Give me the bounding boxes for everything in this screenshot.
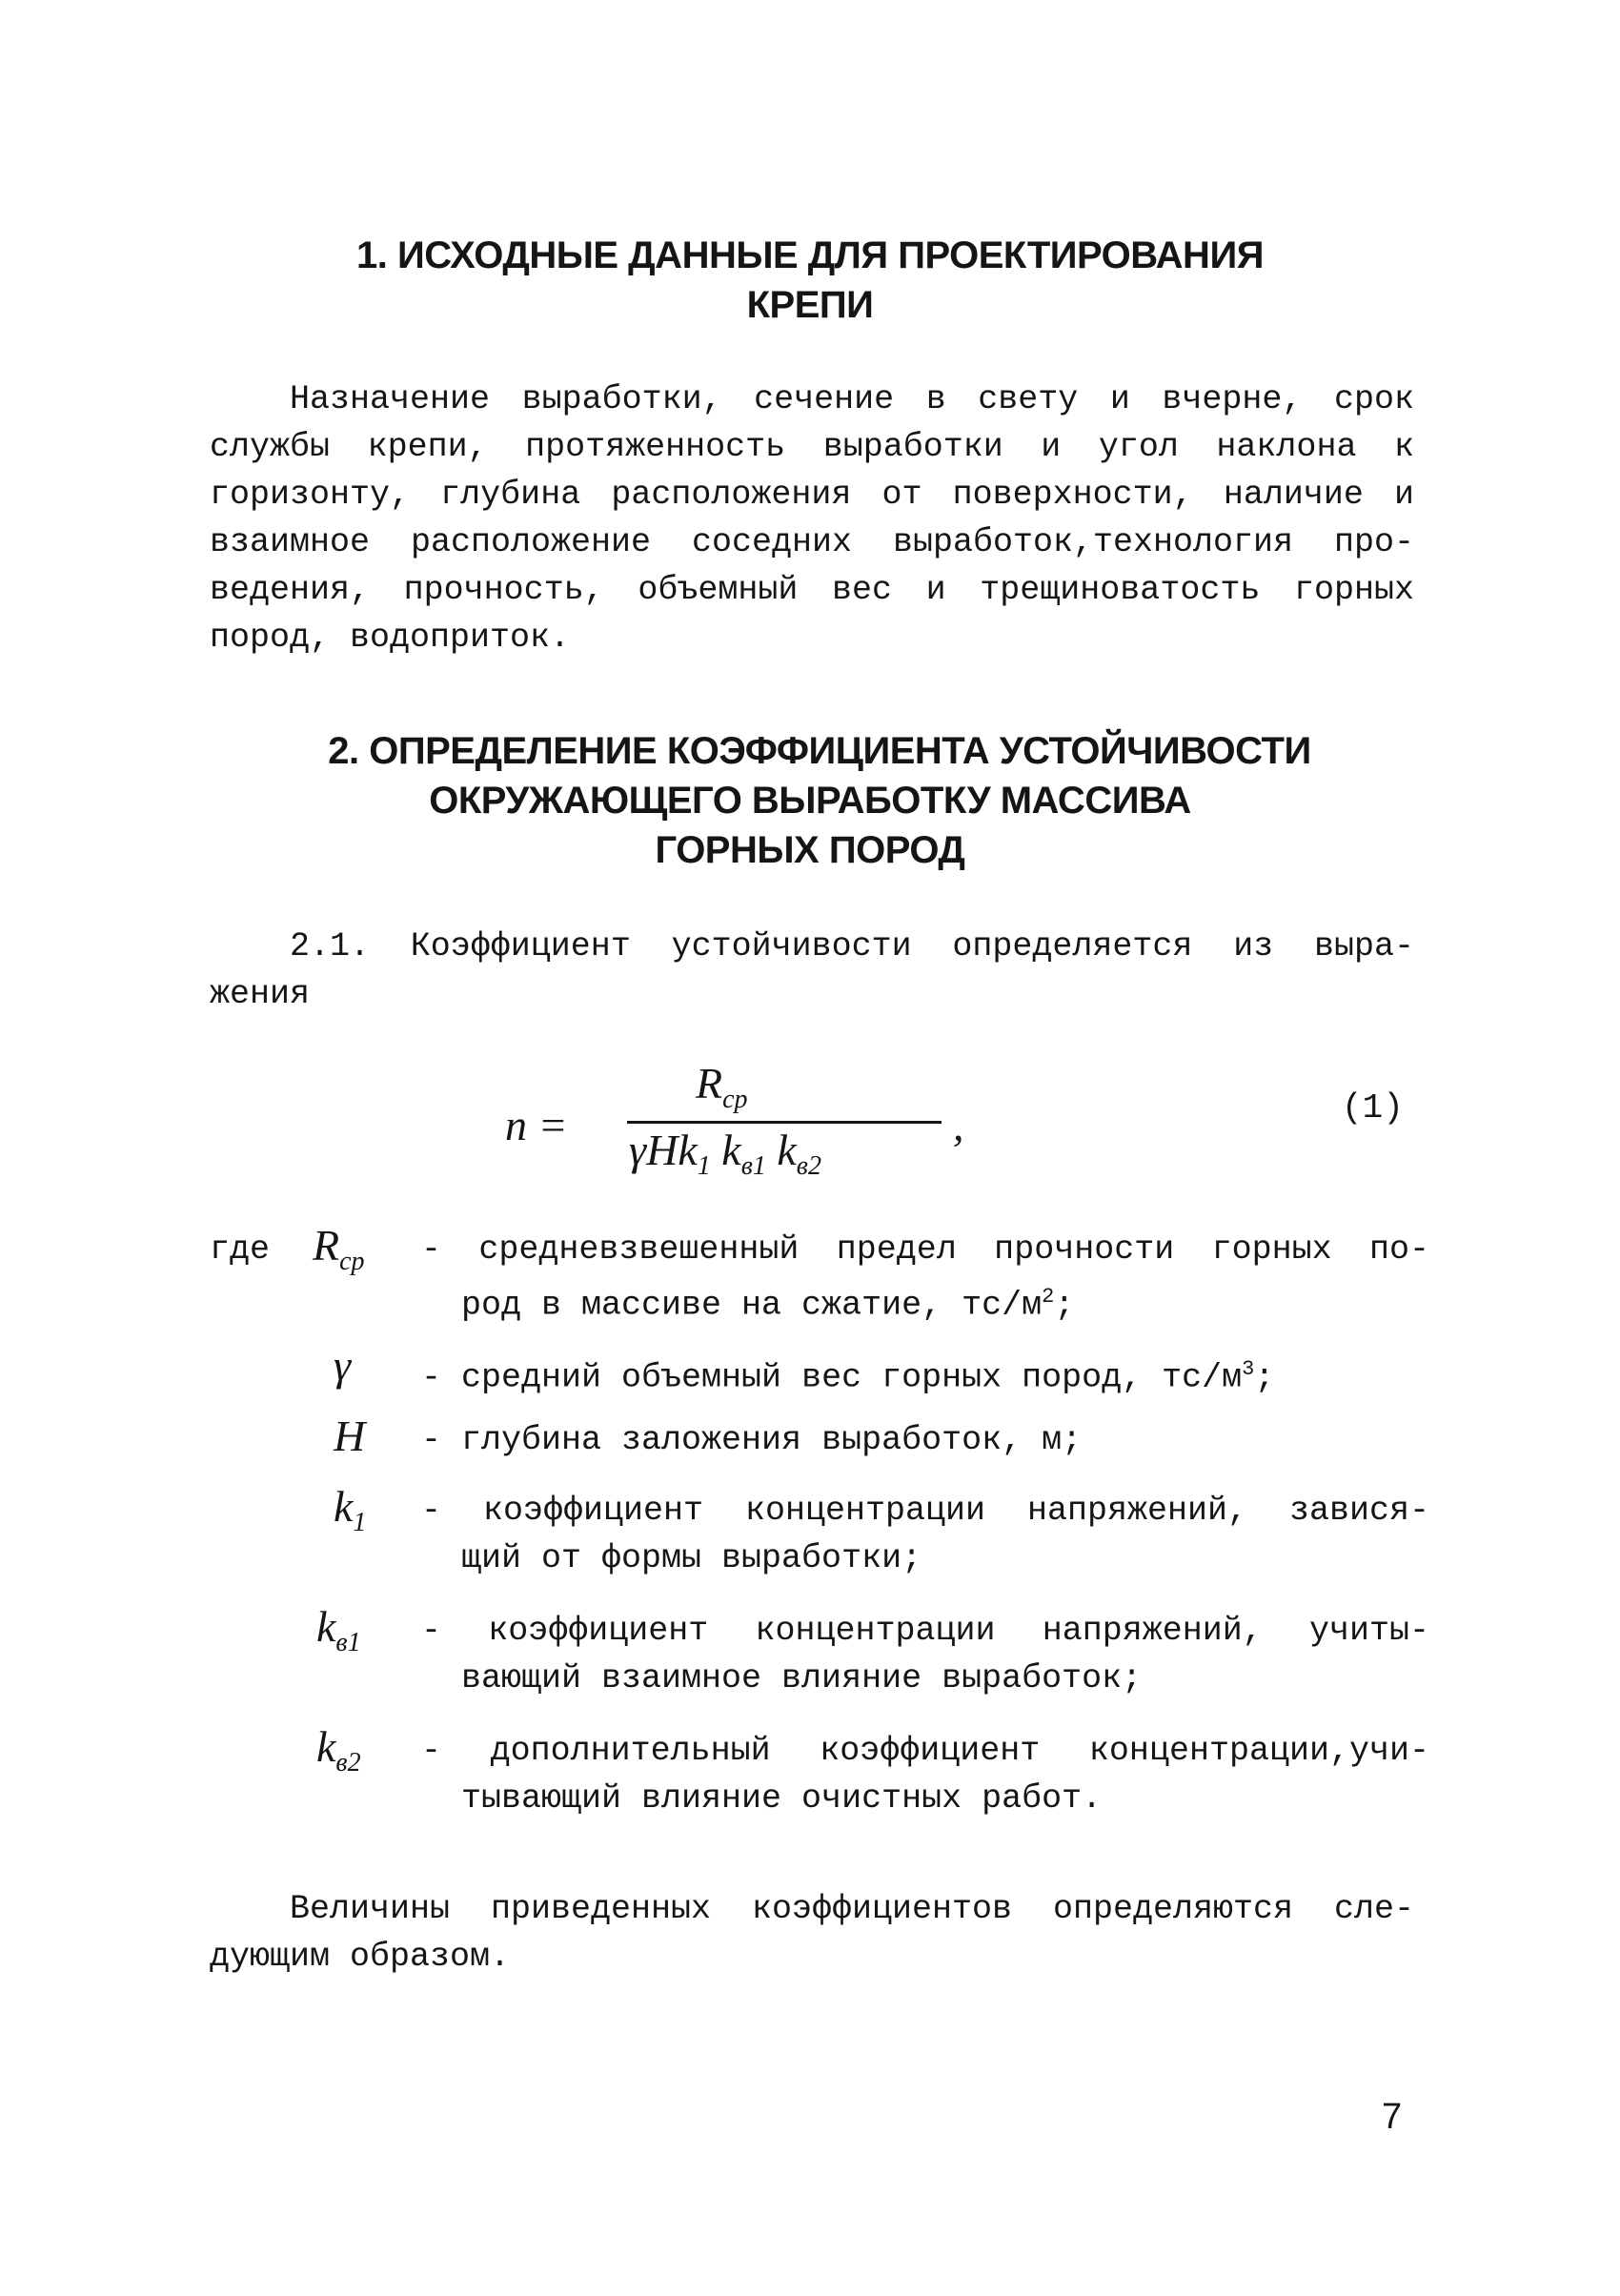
- intro-line: жения: [210, 975, 311, 1013]
- symbol: $R_{ср}$: [313, 1221, 365, 1277]
- paragraph-line: взаимное расположение соседних выработок,технология про-: [210, 523, 1414, 561]
- symbol: H: [334, 1412, 366, 1460]
- symbol: γ: [334, 1341, 352, 1390]
- closing-line: Величины приведенных коэффициентов определяются сле-: [290, 1890, 1414, 1928]
- formula-comma: ,: [953, 1101, 964, 1149]
- section-1-title-line-1: 1. ИСХОДНЫЕ ДАННЫЕ ДЛЯ ПРОЕКТИРОВАНИЯ: [356, 234, 1264, 276]
- section-1-heading: [0, 231, 1620, 330]
- definition-text: - коэффициент концентрации напряжений, завися- щий от формы выработки;: [421, 1492, 1429, 1577]
- section-2-title-line-1: 2. ОПРЕДЕЛЕНИЕ КОЭФФИЦИЕНТА УСТОЙЧИВОСТИ: [328, 730, 1311, 772]
- symbol: $k_{в2}$: [316, 1722, 361, 1778]
- symbol: $k_1$: [334, 1482, 367, 1538]
- definition-text: - дополнительный коэффициент концентрации,учи- тывающий влияние очистных работ.: [421, 1732, 1429, 1818]
- formula-lhs: n =: [505, 1101, 568, 1149]
- definition-text: - коэффициент концентрации напряжений, учиты- вающий взаимное влияние выработок;: [421, 1612, 1429, 1697]
- fraction-bar: [627, 1121, 942, 1124]
- page-number: 7: [1382, 2097, 1403, 2137]
- symbol: $k_{в1}$: [316, 1602, 361, 1658]
- section-2-title-line-3: ГОРНЫХ ПОРОД: [655, 829, 965, 871]
- section-2-title-line-2: ОКРУЖАЮЩЕГО ВЫРАБОТКУ МАССИВА: [429, 780, 1191, 822]
- definition-text: - средний объемный вес горных пород, $тс/м^3$;: [421, 1357, 1275, 1397]
- paragraph-line: ведения, прочность, объемный вес и трещиноватость горных: [210, 571, 1414, 609]
- paragraph-line: Назначение выработки, сечение в свету и вчерне, срок: [290, 380, 1414, 418]
- section-2-heading: [0, 726, 1620, 875]
- paragraph-line: пород, водоприток.: [210, 619, 571, 657]
- section-2-1-intro: [210, 923, 1414, 1018]
- formula-denominator: γHk$_1$ $k_{в1}$ $k_{в2}$: [629, 1126, 821, 1181]
- intro-line: 2.1. Коэффициент устойчивости определяется из выра-: [290, 927, 1414, 965]
- closing-line: дующим образом.: [210, 1938, 511, 1976]
- definition-line-2: род в массиве на сжатие, $тс/м^2$;: [461, 1285, 1075, 1325]
- section-1-paragraph: [210, 376, 1414, 661]
- paragraph-line: службы крепи, протяженность выработки и угол наклона к: [210, 428, 1414, 466]
- definition-text: - средневзвешенный предел прочности горных по- род в массиве на сжатие, $тс/м^2$;: [421, 1226, 1429, 1330]
- closing-paragraph: [210, 1885, 1414, 1981]
- definition-text: - глубина заложения выработок, м;: [421, 1421, 1083, 1459]
- paragraph-line: горизонту, глубина расположения от поверхности, наличие и: [210, 476, 1414, 514]
- formula-numerator: $R_{ср}$: [696, 1059, 748, 1114]
- stability-formula: [505, 1058, 982, 1201]
- section-1-title-line-2: КРЕПИ: [746, 284, 874, 326]
- where-word: где: [210, 1230, 271, 1269]
- equation-number: (1): [1342, 1088, 1404, 1128]
